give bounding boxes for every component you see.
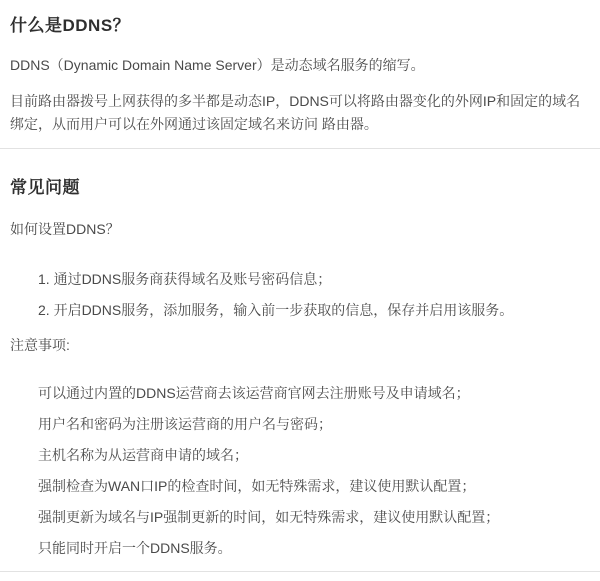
notes-list [38, 385, 590, 557]
note-item: 主机名称为从运营商申请的域名； [38, 447, 248, 463]
step-item: 1. 通过DDNS服务商获得域名及账号密码信息； [38, 271, 332, 287]
notes-label: 注意事项: [10, 337, 70, 353]
step-item: 2. 开启DDNS服务，添加服务，输入前一步获取的信息，保存并启用该服务。 [38, 302, 514, 318]
faq-question: 如何设置DDNS？ [10, 221, 120, 237]
ddns-description-paragraph: 目前路由器拨号上网获得的多半都是动态IP，DDNS可以将路由器变化的外网IP和固定的域名绑定，从而用户可以在外网通过该固定域名来访问 路由器。 [10, 93, 581, 132]
help-document [0, 16, 600, 572]
setup-steps-list [38, 271, 590, 319]
note-item: 强制更新为域名与IP强制更新的时间，如无特殊需求，建议使用默认配置； [38, 509, 500, 525]
bottom-divider [0, 571, 600, 572]
what-is-ddns-heading: 什么是DDNS？ [10, 16, 131, 35]
note-item: 可以通过内置的DDNS运营商去该运营商官网去注册账号及申请域名； [38, 385, 470, 401]
note-item: 强制检查为WAN口IP的检查时间，如无特殊需求，建议使用默认配置； [38, 478, 476, 494]
faq-heading: 常见问题 [10, 178, 80, 197]
section-divider [0, 148, 600, 149]
ddns-definition-paragraph: DDNS（Dynamic Domain Name Server）是动态域名服务的缩写。 [10, 57, 425, 73]
note-item: 用户名和密码为注册该运营商的用户名与密码； [38, 416, 332, 432]
note-item: 只能同时开启一个DDNS服务。 [38, 540, 232, 556]
